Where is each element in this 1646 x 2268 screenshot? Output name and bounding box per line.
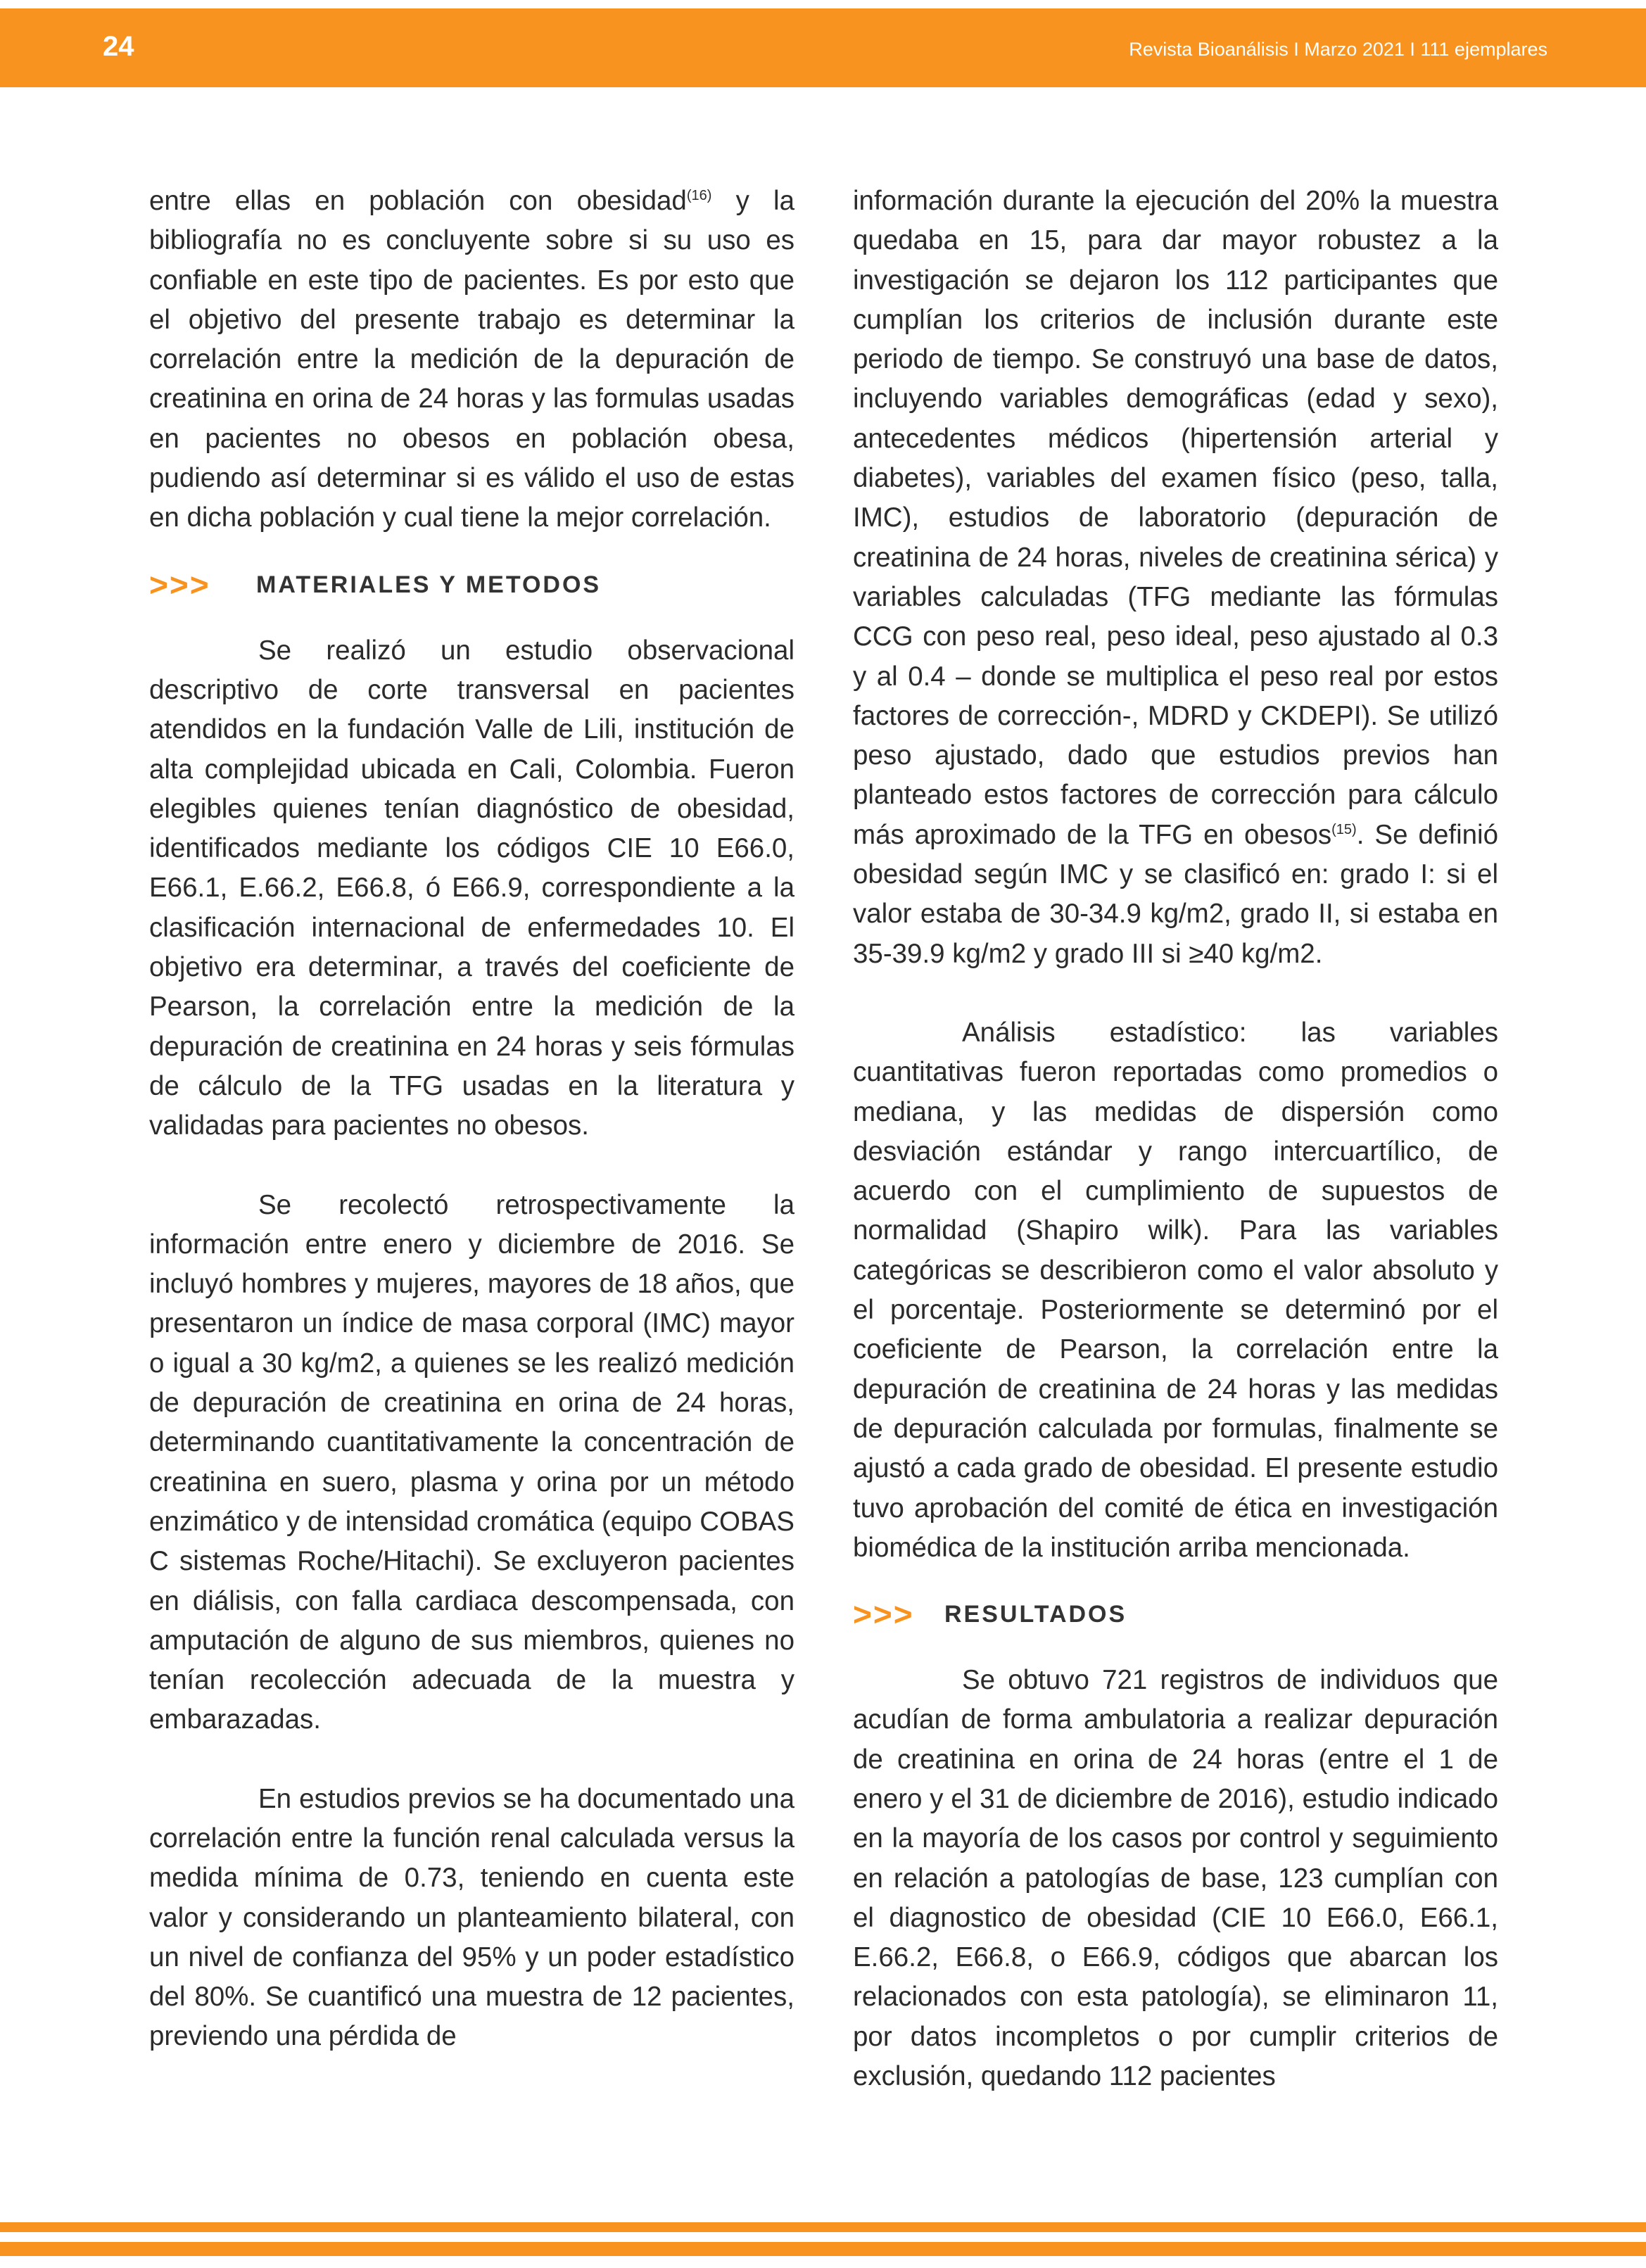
paragraph-methods: Se realizó un estudio observacional descriptivo de corte transversal en pacientes atendidos en la fundación Valle de Lili, institución de alta complejidad ubicada en Cali, Colombia. Fueron elegibles quienes tenían diagnóstico de obesidad, identificados mediante los códigos CIE 10 E66.0, E66.1, E.66.2, E66.8, ó E66.9, correspondiente a la clasificación internacional de enfermedades 10. El objetivo era determinar, a través del coeficiente de Pearson, la correlación entre la medición de la depuración de creatinina en 24 horas y seis fórmulas de cálculo de la TFG usadas en la literatura y validadas para pacientes no obesos. [149,635,794,1141]
citation: (16) [686,188,712,203]
paragraph-intro-continued [149,182,794,538]
paragraph-text: entre ellas en población con obesidad [149,186,687,216]
running-head: Revista Bioanálisis I Marzo 2021 I 111 ejemplares [1129,39,1547,60]
citation: (15) [1331,821,1357,837]
right-column [853,182,1498,2096]
paragraph-variables [853,182,1498,974]
paragraph-results: Se obtuvo 721 registros de individuos que acudían de forma ambulatoria a realizar depuración de creatinina en orina de 24 horas (entre el 1 de enero y el 31 de diciembre de 2016), estudio indicado en la mayoría de los casos por control y seguimiento en relación a patologías de base, 123 cumplían con el diagnostico de obesidad (CIE 10 E66.0, E66.1, E.66.2, E66.8, o E66.9, códigos que abarcan los relacionados con esta patología), se eliminaron 11, por datos incompletos o por cumplir criterios de exclusión, quedando 112 pacientes [853,1665,1498,2092]
chevron-marker-icon: >>> [853,1595,914,1633]
paragraph-text: . Se definió obesidad según IMC y se clasificó en: grado I: si el valor estaba de 30-34.9 kg/m2, grado II, si estaba en 35-39.9 kg/m2 y grado III si ≥40 kg/m2. [853,819,1498,969]
left-column [149,182,794,2057]
section-title: MATERIALES Y METODOS [256,571,602,598]
paragraph-text: información durante la ejecución del 20% la muestra quedaba en 15, para dar mayor robustez a la investigación se dejaron los 112 participantes que cumplían los criterios de inclusión durante este periodo de tiempo. Se construyó una base de datos, incluyendo variables demográficas (edad y sexo), antecedentes médicos (hipertensión arterial y diabetes), variables del examen físico (peso, talla, IMC), estudios de laboratorio (depuración de creatinina de 24 horas, niveles de creatinina sérica) y variables calculadas (TFG mediante las fórmulas CCG con peso real, peso ideal, peso ajustado al 0.3 y al 0.4 – donde se multiplica el peso real por estos factores de corrección-, MDRD y CKDEPI). Se utilizó peso ajustado, dado que estudios previos han planteado estos factores de corrección para cálculo más aproximado de la TFG en obesos [853,186,1498,850]
footer-bar [0,2242,1646,2256]
paragraph-statistics: Análisis estadístico: las variables cuantitativas fueron reportadas como promedios o mediana, y las medidas de dispersión como desviación estándar y rango intercuartílico, de acuerdo con el cumplimiento de supuestos de normalidad (Shapiro wilk). Para las variables categóricas se describieron como el valor absoluto y el porcentaje. Posteriormente se determinó por el coeficiente de Pearson, la correlación entre la depuración de creatinina de 24 horas y las medidas de depuración calculada por formulas, finalmente se ajustó a cada grado de obesidad. El presente estudio tuvo aprobación del comité de ética en investigación biomédica de la institución arriba mencionada. [853,1017,1498,1563]
footer-bar [0,2222,1646,2232]
page-number: 24 [103,31,134,62]
section-heading-materiales [149,565,794,604]
paragraph-text: y la bibliografía no es concluyente sobre si su uso es confiable en este tipo de pacientes. Es por esto que el objetivo del presente trabajo es determinar la correlación entre la medición de la depuración de creatinina en orina de 24 horas y las formulas usadas en pacientes no obesos en población obesa, pudiendo así determinar si es válido el uso de estas en dicha población y cual tiene la mejor correlación. [149,186,794,533]
paragraph-sample-size: En estudios previos se ha documentado una correlación entre la función renal calculada versus la medida mínima de 0.73, teniendo en cuenta este valor y considerando un planteamiento bilateral, con un nivel de confianza del 95% y un poder estadístico del 80%. Se cuantificó una muestra de 12 pacientes, previendo una pérdida de [149,1783,794,2052]
paragraph-data-collection: Se recolectó retrospectivamente la información entre enero y diciembre de 2016. Se incluyó hombres y mujeres, mayores de 18 años, que presentaron un índice de masa corporal (IMC) mayor o igual a 30 kg/m2, a quienes se les realizó medición de depuración de creatinina en orina de 24 horas, determinando cuantitativamente la concentración de creatinina en suero, plasma y orina por un método enzimático y de intensidad cromática (equipo COBAS C sistemas Roche/Hitachi). Se excluyeron pacientes en diálisis, con falla cardiaca descompensada, con amputación de alguno de sus miembros, quienes no tenían recolección adecuada de la muestra y embarazadas. [149,1189,794,1735]
section-title: RESULTADOS [944,1600,1127,1628]
section-heading-resultados [853,1595,1498,1634]
chevron-marker-icon: >>> [149,566,210,603]
